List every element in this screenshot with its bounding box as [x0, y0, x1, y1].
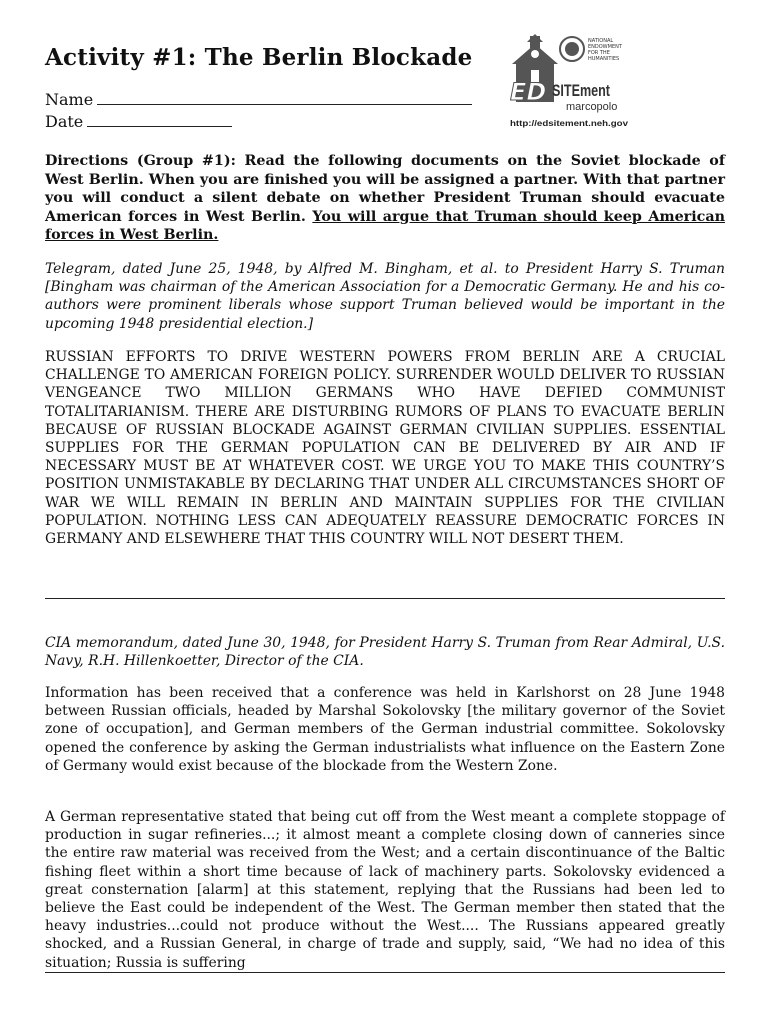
page-title: Activity #1: The Berlin Blockade: [45, 44, 473, 71]
logo-org-1: NATIONAL: [588, 38, 614, 44]
cia-memo-intro: CIA memorandum, dated June 30, 1948, for President Harry S. Truman from Rear Admiral, U.S. Navy, R.H. Hillenkoetter, Director of the CIA.: [45, 635, 725, 670]
directions: [45, 152, 725, 245]
edsitement-logo: [508, 34, 630, 130]
logo-sitement: SITEment: [552, 81, 611, 100]
logo-marcopolo: marcopolo: [566, 101, 618, 113]
date-blank[interactable]: [87, 112, 232, 127]
logo-url[interactable]: http://edsitement.neh.gov: [510, 119, 629, 128]
date-label: Date: [45, 112, 84, 131]
directions-text: Directions (Group #1): Read the following documents on the Soviet blockade of West Berlin. When you are finished you will be assigned a partner. With that partner you will conduct a silent debate on whether President Truman should evacuate American forces in West Berlin.: [45, 153, 725, 225]
logo-org-2: ENDOWMENT: [588, 44, 622, 50]
directions-underlined: You will argue that Truman should keep American forces in West Berlin.: [45, 208, 725, 243]
date-field: [45, 112, 232, 131]
logo-org-3: FOR THE: [588, 50, 610, 56]
cia-memo-paragraph-2: A German representative stated that being cut off from the West meant a complete stoppage of production in sugar refineries...; it almost meant a complete closing down of canneries since the entire raw material was received from the West; and a certain discontinuance of the Baltic fishing fleet within a short time because of lack of machinery parts. Sokolovsky evidenced a great consternation [alarm] at this statement, replying that the Russians had been led to believe the East could be independent of the West. The German member then stated that the heavy industries...could not produce without the West.... The Russians appeared greatly shocked, and a Russian General, in charge of trade and supply, said, “We had no idea of this situation; Russia is suffering: [45, 809, 725, 971]
telegram-body: RUSSIAN EFFORTS TO DRIVE WESTERN POWERS FROM BERLIN ARE A CRUCIAL CHALLENGE TO AMERICAN FOREIGN POLICY. SURRENDER WOULD DELIVER TO RUSSIAN VENGEANCE TWO MILLION GERMANS WHO HAVE DEFIED COMMUNIST TOTALITARIANISM. THERE ARE DISTURBING RUMORS OF PLANS TO EVACUATE BERLIN BECAUSE OF RUSSIAN BLOCKADE AGAINST GERMAN CIVILIAN SUPPLIES. ESSENTIAL SUPPLIES FOR THE GERMAN POPULATION CAN BE DELIVERED BY AIR AND IF NECESSARY MUST BE AT WHATEVER COST. WE URGE YOU TO MAKE THIS COUNTRY’S POSITION UNMISTAKABLE BY DECLARING THAT UNDER ALL CIRCUMSTANCES SHORT OF WAR WE WILL REMAIN IN BERLIN AND MAINTAIN SUPPLIES FOR THE CIVILIAN POPULATION. NOTHING LESS CAN ADEQUATELY REASSURE DEMOCRATIC FORCES IN GERMANY AND ELSEWHERE THAT THIS COUNTRY WILL NOT DESERT THEM.: [45, 349, 725, 548]
telegram-intro: Telegram, dated June 25, 1948, by Alfred M. Bingham, et al. to President Harry S. Truman [Bingham was chairman of the American Association for a Democratic Germany. He and his co-authors were prominent liberals whose support Truman believed would be important in the upcoming 1948 presidential election.]: [45, 261, 725, 332]
logo-org-4: HUMANITIES: [588, 56, 620, 62]
name-label: Name: [45, 90, 94, 109]
cia-memo-paragraph-1: Information has been received that a conference was held in Karlshorst on 28 June 1948 between Russian officials, headed by Marshal Sokolovsky [the military governor of the Soviet zone of occupation], and German members of the German industrial committee. Sokolovsky opened the conference by asking the German industrialists what influence on the Eastern Zone of Germany would exist because of the blockade from the Western Zone.: [45, 685, 725, 774]
logo-ed: ED: [510, 78, 547, 106]
footer-divider: [45, 972, 725, 973]
name-blank[interactable]: [97, 90, 472, 105]
name-field: [45, 90, 472, 109]
section-divider: [45, 598, 725, 599]
